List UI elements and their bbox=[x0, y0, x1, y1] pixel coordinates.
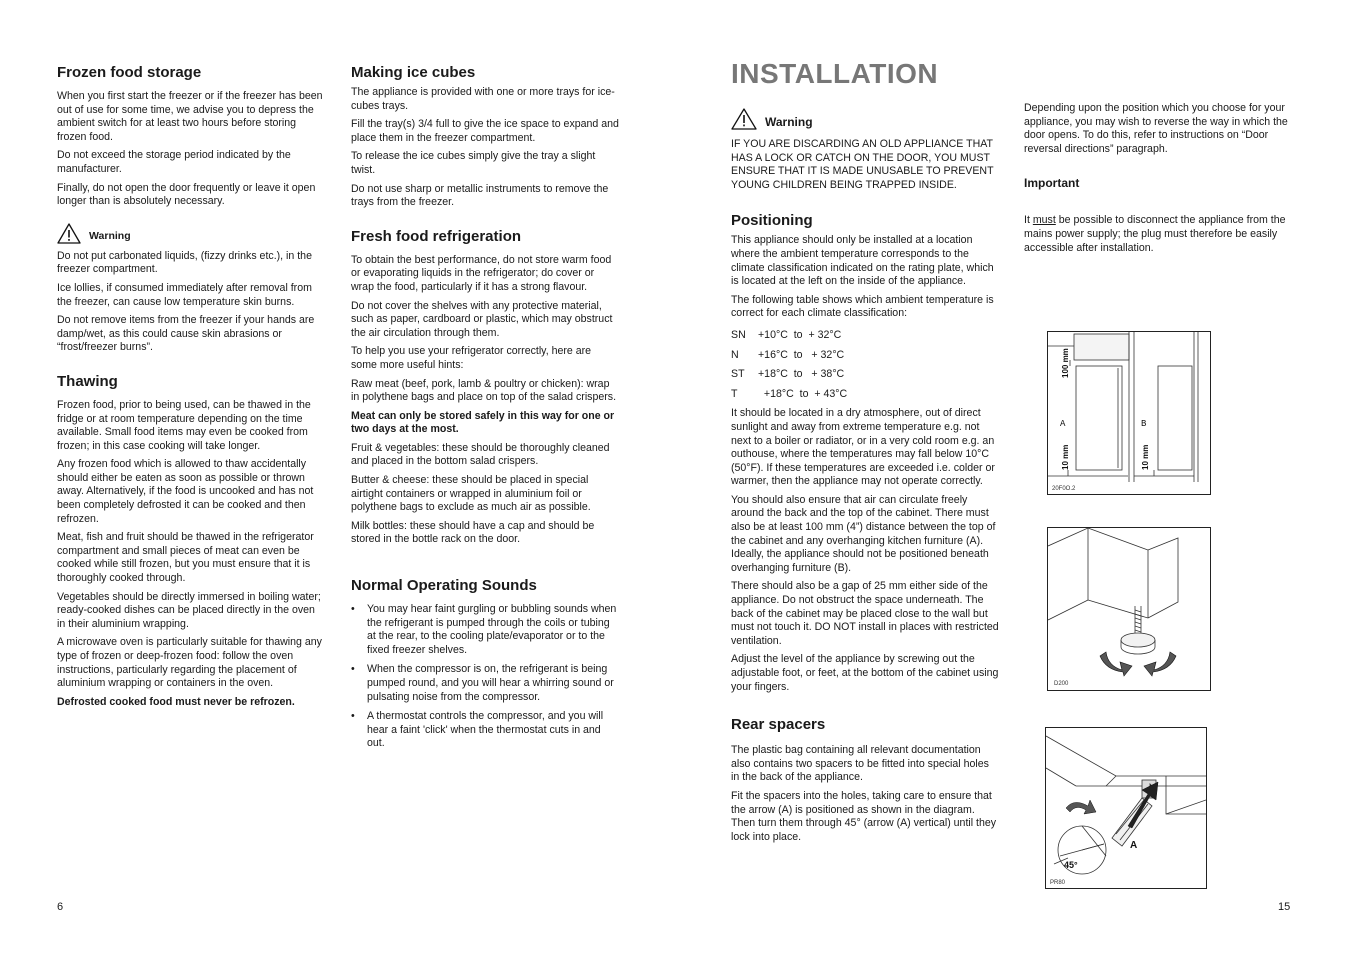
thawing-paragraph-4: Vegetables should be directly immersed in boiling water; ready-cooked dishes can be placed directly in the oven in their aluminium wrapping. bbox=[57, 590, 321, 630]
fresh-paragraph-1: To obtain the best performance, do not store warm food or evaporating liquids in the refrigerator; do cover or wrap the food, particularly if it has a strong flavour. bbox=[351, 253, 612, 293]
positioning-heading: Positioning bbox=[731, 212, 813, 230]
climate-row bbox=[731, 388, 999, 402]
dim-bottom-a-label: 10 mm bbox=[1061, 444, 1070, 470]
clearance-diagram-svg bbox=[1048, 332, 1210, 494]
right-column bbox=[1024, 102, 1294, 260]
label-a: A bbox=[1060, 419, 1066, 429]
operating-sounds-list bbox=[351, 603, 619, 751]
positioning-paragraph-3: It should be located in a dry atmosphere, out of direct sunlight and away from extreme temperature e.g. not next to a boiler or radiator, or in a very cold room e.g. an outhouse, where the temperatures may fall below 10°C (50°F). If these temperatures are exceeded i.e. colder or warmer, then the appliance may not operate correctly. bbox=[731, 407, 995, 488]
positioning-paragraph-2: The following table shows which ambient temperature is correct for each climate classification: bbox=[731, 293, 994, 320]
figure-code: 20F0O.2 bbox=[1052, 486, 1076, 492]
climate-range: +18°C to + 38°C bbox=[758, 368, 845, 381]
list-item: • You may hear faint gurgling or bubbling sounds when the refrigerant is pumped through the coils or tubing at the rear, to the cooling plate/evaporator or to the fixed freezer shelves. bbox=[351, 603, 619, 657]
ice-paragraph-3: To release the ice cubes simply give the tray a slight twist. bbox=[351, 150, 596, 176]
thawing-paragraph-1: Frozen food, prior to being used, can be thawed in the fridge or at room temperature depending on the time available. Small food items may even be cooked from frozen; in this case cooking will take longer. bbox=[57, 398, 311, 452]
frozen-food-storage-heading: Frozen food storage bbox=[57, 64, 202, 81]
clearance-diagram bbox=[1047, 331, 1211, 495]
climate-row bbox=[731, 349, 999, 363]
rear-spacer-svg bbox=[1046, 728, 1206, 888]
list-item: • A thermostat controls the compressor, and you will hear a faint 'click' when the thermostat cuts in and out. bbox=[351, 710, 619, 751]
installation-column bbox=[731, 108, 999, 849]
making-ice-cubes-heading: Making ice cubes bbox=[351, 64, 476, 81]
spacers-paragraph-1: The plastic bag containing all relevant documentation also contains two spacers to be fitted into special holes in the back of the appliance. bbox=[731, 744, 989, 784]
fresh-paragraph-3: To help you use your refrigerator correctly, here are some more useful hints: bbox=[351, 345, 592, 371]
fresh-paragraph-5: Meat can only be stored safely in this way for one or two days at the most. bbox=[351, 409, 615, 436]
page-number-left: 6 bbox=[57, 901, 64, 913]
ice-paragraph-1: The appliance is provided with one or more trays for ice-cubes trays. bbox=[351, 86, 615, 112]
fresh-paragraph-6: Fruit & vegetables: these should be thoroughly cleaned and placed in the bottom salad crispers. bbox=[351, 441, 610, 468]
angle-label: 45° bbox=[1064, 860, 1078, 870]
climate-range: +10°C to + 32°C bbox=[758, 328, 842, 341]
climate-row bbox=[731, 368, 999, 382]
label-a: A bbox=[1130, 840, 1138, 851]
thawing-paragraph-5: A microwave oven is particularly suitable for thawing any type of frozen or deep-frozen food: follow the oven instructions, particularly regarding the placement of aluminium wrapping or containers in the oven. bbox=[57, 636, 322, 690]
left-column bbox=[57, 64, 323, 714]
frozen-warning-1: Do not put carbonated liquids, (fizzy drinks etc.), in the freezer compartment. bbox=[57, 249, 312, 276]
installation-title: INSTALLATION bbox=[731, 58, 939, 89]
list-item: • When the compressor is on, the refrigerant is being pumped round, and you will hear a whirring sound or pulsating noise from the compressor. bbox=[351, 663, 619, 704]
frozen-paragraph-3: Finally, do not open the door frequently or leave it open longer than is absolutely necessary. bbox=[57, 181, 316, 208]
installation-warning-heading bbox=[731, 108, 999, 130]
label-b: B bbox=[1141, 419, 1147, 429]
climate-row bbox=[731, 329, 999, 343]
door-reversal-paragraph: Depending upon the position which you choose for your appliance, you may wish to reverse the way in which the door opens. To do this, refer to instructions on “Door reversal directions” paragraph. bbox=[1024, 102, 1288, 155]
positioning-paragraph-6: Adjust the level of the appliance by screwing out the adjustable foot, or feet, at the bottom of the cabinet using your fingers. bbox=[731, 653, 999, 693]
positioning-paragraph-4: You should also ensure that air can circulate freely around the back and the top of the cabinet. There must also be at least 100 mm (4”) distance between the top of the cabinet and any overhanging kitchen furniture (A). Ideally, the appliance should not be positioned beneath overhanging furniture (B). bbox=[731, 493, 996, 574]
warning-triangle-icon bbox=[731, 108, 757, 130]
climate-class: ST bbox=[731, 368, 745, 381]
frozen-warning-heading bbox=[57, 223, 323, 244]
dim-bottom-b-label: 10 mm bbox=[1141, 444, 1150, 470]
middle-column bbox=[351, 64, 619, 757]
warning-triangle-icon bbox=[57, 223, 81, 244]
important-prefix: It bbox=[1024, 214, 1033, 227]
ice-paragraph-4: Do not use sharp or metallic instruments to remove the trays from the freezer. bbox=[351, 182, 609, 209]
adjustable-foot-svg bbox=[1048, 528, 1210, 690]
rear-spacers-heading: Rear spacers bbox=[731, 716, 826, 734]
positioning-paragraph-1: This appliance should only be installed at a location where the ambient temperature corresponds to the climate classification indicated on the rating plate, which is located at the left on the inside of the appliance. bbox=[731, 234, 994, 288]
frozen-paragraph-2: Do not exceed the storage period indicated by the manufacturer. bbox=[57, 149, 291, 175]
frozen-warning-3: Do not remove items from the freezer if your hands are damp/wet, as this could cause skin abrasions or “frost/freezer burns”. bbox=[57, 314, 315, 354]
fresh-food-heading: Fresh food refrigeration bbox=[351, 227, 522, 245]
warning-label: Warning bbox=[765, 115, 813, 130]
frozen-paragraph-1: When you first start the freezer or if the freezer has been out of use for some time, we advise you to depress the ambient switch for at least two hours before storing frozen food. bbox=[57, 90, 323, 143]
thawing-paragraph-3: Meat, fish and fruit should be thawed in the refrigerator compartment and small pieces of meat can even be cooked while still frozen, but you must ensure that it is thoroughly cooked through. bbox=[57, 531, 314, 585]
figure-code: PR80 bbox=[1050, 880, 1066, 886]
climate-class: SN bbox=[731, 328, 746, 341]
rotate-arrow bbox=[1066, 800, 1096, 814]
important-heading: Important bbox=[1024, 176, 1080, 191]
climate-class: T bbox=[731, 387, 738, 400]
frozen-warning-2: Ice lollies, if consumed immediately after removal from the freezer, can cause low temperature skin burns. bbox=[57, 281, 312, 308]
thawing-heading: Thawing bbox=[57, 372, 118, 390]
operating-sounds-heading: Normal Operating Sounds bbox=[351, 577, 537, 595]
climate-class: N bbox=[731, 348, 739, 361]
spacers-paragraph-2: Fit the spacers into the holes, taking care to ensure that the arrow (A) is positioned as shown in the diagram. Then turn them through 45° (arrow (A) vertical) until they lock into place. bbox=[731, 789, 997, 843]
warning-label: Warning bbox=[89, 230, 131, 243]
fresh-paragraph-4: Raw meat (beef, pork, lamb & poultry or chicken): wrap in polythene bags and place on top of the salad crispers. bbox=[351, 377, 617, 404]
climate-table bbox=[731, 329, 999, 401]
installation-warning-text: IF YOU ARE DISCARDING AN OLD APPLIANCE THAT HAS A LOCK OR CATCH ON THE DOOR, YOU MUST ENSURE THAT IT IS MADE UNUSABLE TO PREVENT YOUNG CHILDREN BEING TRAPPED INSIDE. bbox=[731, 138, 994, 191]
ice-paragraph-2: Fill the tray(s) 3/4 full to give the ice space to expand and place them in the freezer compartment. bbox=[351, 118, 619, 144]
climate-range: +16°C to + 32°C bbox=[758, 348, 845, 361]
thawing-paragraph-2: Any frozen food which is allowed to thaw accidentally should either be eaten as soon as possible or thrown away. Alternatively, if the food is uncooked and has not been completely defrosted it can be cooked and then refrozen. bbox=[57, 458, 314, 525]
dim-top-label: 100 mm bbox=[1061, 348, 1070, 378]
rotate-right-arrow bbox=[1144, 652, 1176, 676]
figure-code: D200 bbox=[1054, 681, 1069, 687]
thawing-paragraph-6: Defrosted cooked food must never be refrozen. bbox=[57, 695, 295, 708]
fresh-paragraph-7: Butter & cheese: these should be placed in special airtight containers or wrapped in aluminium foil or polythene bags to exclude as much air as possible. bbox=[351, 474, 591, 514]
important-paragraph bbox=[1024, 214, 1294, 255]
adjustable-foot-diagram bbox=[1047, 527, 1211, 691]
rotate-left-arrow bbox=[1100, 652, 1132, 676]
climate-range: +18°C to + 43°C bbox=[758, 387, 848, 400]
page-number-right: 15 bbox=[1278, 901, 1291, 913]
rear-spacer-diagram bbox=[1045, 727, 1207, 889]
fresh-paragraph-8: Milk bottles: these should have a cap and should be stored in the bottle rack on the door. bbox=[351, 519, 595, 546]
positioning-paragraph-5: There should also be a gap of 25 mm either side of the appliance. Do not obstruct the space underneath. The back of the cabinet may be placed close to the wall but must not touch it. DO NOT install in places with restricted ventilation. bbox=[731, 580, 999, 647]
important-must: must bbox=[1032, 214, 1056, 227]
fresh-paragraph-2: Do not cover the shelves with any protective material, such as paper, cardboard or plastic, which may obstruct the air circulation through them. bbox=[351, 299, 613, 339]
important-suffix: be possible to disconnect the appliance from the mains power supply; the plug must therefore be easily accessible after installation. bbox=[1024, 214, 1286, 254]
